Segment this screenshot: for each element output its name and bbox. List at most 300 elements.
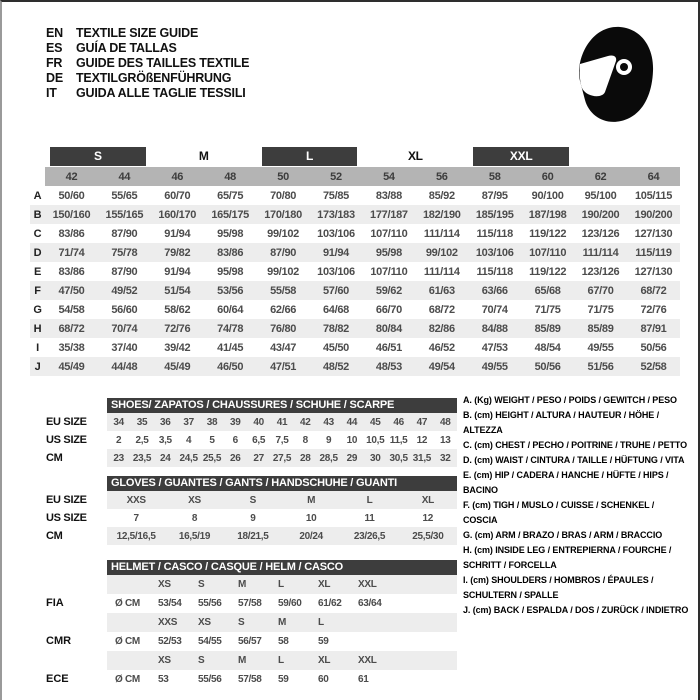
- cell: 95/100: [584, 189, 617, 202]
- column-header: 52: [310, 167, 363, 186]
- unit-cell: [107, 613, 155, 632]
- cell: 57/60: [322, 284, 349, 297]
- legend-item: B. (cm) HEIGHT / ALTURA / HAUTEUR / HÖHE / ALTEZZA: [463, 410, 659, 435]
- cell: 56/60: [111, 303, 138, 316]
- cell: 65/75: [217, 189, 244, 202]
- cell: 58/62: [164, 303, 191, 316]
- cell: 155/165: [105, 208, 144, 221]
- cell: 30: [370, 452, 381, 464]
- cell: 35: [136, 416, 148, 428]
- cell: 173/183: [317, 208, 355, 221]
- cell: 68/72: [640, 284, 667, 297]
- size-band-xl: XL: [407, 149, 423, 163]
- row-label: H: [33, 322, 42, 335]
- cell: 4: [186, 434, 192, 446]
- cell: 90/100: [531, 189, 564, 202]
- cell: 95/98: [217, 265, 244, 278]
- cell: 119/122: [529, 265, 567, 278]
- textile-band-row: [30, 146, 680, 167]
- cell: 65/68: [534, 284, 561, 297]
- cell: 9: [325, 434, 332, 446]
- cell: 107/110: [370, 265, 408, 278]
- cell: 83/86: [217, 246, 244, 259]
- cell: 51/56: [587, 360, 614, 373]
- shoes-table: [107, 413, 457, 467]
- cell: 115/118: [476, 265, 513, 278]
- cell: 5: [209, 434, 215, 446]
- cell: 91/94: [164, 265, 191, 278]
- cell: 123/126: [581, 265, 620, 278]
- cell: 7,5: [275, 434, 289, 446]
- helmet-value-row: [107, 594, 457, 613]
- mini-row: [107, 431, 457, 449]
- cell: 36: [160, 416, 171, 428]
- cell: 82/86: [428, 322, 455, 335]
- row-label: CM: [46, 452, 63, 464]
- unit-label: Ø CM: [115, 674, 140, 685]
- column-header: 58: [468, 167, 521, 186]
- size-cell: S: [198, 655, 205, 666]
- helmet-size-row: [107, 613, 457, 632]
- cell: 182/190: [422, 208, 461, 221]
- cell: 71/74: [58, 246, 85, 259]
- cell: 99/102: [425, 246, 458, 259]
- cell: 99/102: [267, 265, 299, 278]
- mini-row: [107, 527, 457, 545]
- cell: 27: [253, 452, 264, 464]
- row-label: D: [33, 246, 42, 259]
- cell: 115/119: [635, 246, 672, 259]
- cell: 107/110: [370, 227, 408, 240]
- filler-cell: [395, 613, 457, 632]
- cell: 60/64: [217, 303, 244, 316]
- cell: 45/49: [164, 360, 191, 373]
- cell: 38: [206, 416, 218, 428]
- cell: 103/106: [475, 246, 514, 259]
- textile-table: [30, 146, 680, 376]
- language-row: [46, 26, 249, 41]
- cell: 43: [323, 416, 334, 428]
- language-code: EN: [46, 26, 63, 40]
- row-label: C: [33, 227, 42, 240]
- size-cell: XL: [318, 655, 331, 666]
- cell: 8: [302, 434, 308, 446]
- mini-row: [107, 413, 457, 431]
- cell: 50/56: [534, 360, 561, 373]
- legend-item: J. (cm) BACK / ESPALDA / DOS / ZURÜCK / INDIETRO: [463, 605, 689, 615]
- legend-item: I. (cm) SHOULDERS / HOMBROS / ÉPAULES / SCHULTERN / SPALLE: [463, 575, 654, 600]
- cell: 70/74: [111, 322, 138, 335]
- cell: 55/65: [111, 189, 138, 202]
- cell: 13: [440, 434, 451, 446]
- textile-columns-row: [30, 167, 680, 186]
- cell: 9: [250, 512, 256, 524]
- cell: 71/75: [587, 303, 614, 316]
- cell: 72/76: [640, 303, 667, 316]
- cell: 55/56: [198, 674, 222, 685]
- textile-row: [30, 205, 680, 224]
- cell: 72/76: [164, 322, 191, 335]
- cell: 45/50: [322, 341, 349, 354]
- helmet-value-row: [107, 632, 457, 651]
- cell: 52/53: [158, 636, 182, 647]
- cell: 66/70: [375, 303, 402, 316]
- row-label: US SIZE: [46, 434, 87, 446]
- language-list: [46, 26, 249, 101]
- cell: 44: [346, 416, 358, 428]
- cell: 48/53: [375, 360, 402, 373]
- cell: 59: [278, 674, 289, 685]
- cell: [355, 632, 395, 651]
- language-title: GUIDA ALLE TAGLIE TESSILI: [76, 86, 246, 100]
- cell: 87/90: [111, 227, 138, 240]
- cell: 46/50: [217, 360, 244, 373]
- filler-cell: [395, 594, 457, 613]
- size-cell: XXL: [358, 655, 377, 666]
- cell: 30,5: [389, 452, 408, 464]
- cell: 58: [278, 636, 289, 647]
- cell: 50/60: [58, 189, 85, 202]
- band-cell: [468, 146, 574, 167]
- cell: 68/72: [58, 322, 85, 335]
- cell: 61/63: [428, 284, 455, 297]
- cell: 34: [113, 416, 124, 428]
- cell: 49/54: [428, 360, 455, 373]
- cell: 70/80: [270, 189, 297, 202]
- cell: 45/49: [58, 360, 85, 373]
- cell: 40: [253, 416, 264, 428]
- helmet-table: [107, 575, 457, 689]
- cell: 2: [116, 434, 122, 446]
- textile-row: [30, 224, 680, 243]
- cell: 55/56: [198, 598, 222, 609]
- language-title: TEXTILGRÖßENFÜHRUNG: [76, 71, 232, 85]
- cell: 63/64: [358, 598, 382, 609]
- cell: 18/21,5: [237, 530, 269, 542]
- cell: 23/26,5: [353, 530, 386, 542]
- cell: 20/24: [299, 530, 323, 542]
- column-header: 48: [204, 167, 257, 186]
- band-cell: [151, 146, 257, 167]
- cell: 54/55: [198, 636, 222, 647]
- cell: 177/187: [370, 208, 408, 221]
- cell: 55/58: [270, 284, 297, 297]
- size-cell: XXS: [158, 617, 178, 628]
- size-band-s: S: [50, 147, 146, 166]
- cell: 80/84: [375, 322, 402, 335]
- column-header: 44: [98, 167, 151, 186]
- mini-row: [107, 509, 457, 527]
- cell: 63/66: [481, 284, 508, 297]
- cell: 48/52: [322, 360, 349, 373]
- cell: 78/82: [322, 322, 349, 335]
- cell: 165/175: [211, 208, 249, 221]
- cell: 95/98: [217, 227, 244, 240]
- cell: 11,5: [389, 434, 408, 446]
- row-label: A: [33, 189, 42, 202]
- language-title: TEXTILE SIZE GUIDE: [76, 26, 199, 40]
- corner-cell: [30, 167, 45, 186]
- cell: 75/78: [111, 246, 138, 259]
- textile-row: [30, 186, 680, 205]
- band-cell: [45, 146, 151, 167]
- cell: 32: [440, 452, 451, 464]
- cell: 37: [183, 416, 194, 428]
- language-code: DE: [46, 71, 63, 85]
- cell: 53: [158, 674, 169, 685]
- language-title: GUÍA DE TALLAS: [76, 41, 177, 55]
- cell: 127/130: [634, 265, 673, 278]
- legend-item: C. (cm) CHEST / PECHO / POITRINE / TRUHE / PETTO: [463, 440, 688, 450]
- unit-cell: [107, 651, 155, 670]
- cell: 70/74: [481, 303, 508, 316]
- textile-table-body: [30, 146, 680, 376]
- cell: 59/62: [375, 284, 402, 297]
- cell: 39: [230, 416, 241, 428]
- language-row: [46, 56, 249, 71]
- unit-label: Ø CM: [115, 598, 140, 609]
- cell: 67/70: [587, 284, 614, 297]
- cell: 3,5: [158, 434, 172, 446]
- column-header: 60: [521, 167, 574, 186]
- standard-label: CMR: [46, 635, 72, 647]
- helmet-standard-labels: [46, 594, 71, 700]
- cell: 111/114: [423, 265, 460, 278]
- cell: 119/122: [529, 227, 567, 240]
- cell: 60/70: [164, 189, 191, 202]
- cell: 115/118: [476, 227, 513, 240]
- cell: 16,5/19: [178, 530, 211, 542]
- cell: 47/51: [270, 360, 297, 373]
- helmet-section-title: HELMET / CASCO / CASQUE / HELM / CASCO: [107, 560, 457, 575]
- row-label: F: [34, 284, 41, 297]
- column-header: 50: [257, 167, 310, 186]
- cell: 23: [113, 452, 124, 464]
- size-cell: M: [278, 617, 287, 628]
- cell: 11: [364, 512, 375, 524]
- cell: 46/52: [428, 341, 455, 354]
- cell: 28,5: [319, 452, 338, 464]
- cell: 27,5: [272, 452, 292, 464]
- cell: 95/98: [375, 246, 402, 259]
- cell: 150/160: [52, 208, 91, 221]
- cell: 59/60: [278, 598, 302, 609]
- size-cell: L: [318, 617, 324, 628]
- band-cell: [257, 146, 363, 167]
- filler-cell: [395, 575, 457, 594]
- size-cell: [355, 613, 395, 632]
- size-cell: XXL: [358, 579, 377, 590]
- textile-row: [30, 281, 680, 300]
- legend-item: A. (Kg) WEIGHT / PESO / POIDS / GEWITCH / PESO: [463, 395, 677, 405]
- language-row: [46, 71, 249, 86]
- cell: 91/94: [164, 227, 191, 240]
- size-band-l: L: [262, 147, 358, 166]
- language-title: GUIDE DES TAILLES TEXTILE: [76, 56, 250, 70]
- cell: 46/51: [375, 341, 402, 354]
- gloves-table: [107, 491, 457, 545]
- textile-row: [30, 319, 680, 338]
- helmet-size-row: [107, 651, 457, 670]
- cell: 62/66: [270, 303, 297, 316]
- textile-row: [30, 262, 680, 281]
- cell: 48/54: [534, 341, 561, 354]
- cell: 53/54: [158, 598, 182, 609]
- filler-cell: [395, 632, 457, 651]
- language-row: [46, 41, 249, 56]
- textile-row: [30, 300, 680, 319]
- gloves-section-title: GLOVES / GUANTES / GANTS / HANDSCHUHE / GUANTI: [107, 476, 457, 491]
- cell: 103/106: [317, 227, 355, 240]
- cell: 47: [416, 416, 428, 428]
- cell: 170/180: [264, 208, 302, 221]
- size-cell: L: [278, 579, 284, 590]
- cell: 87/95: [481, 189, 508, 202]
- cell: 160/170: [158, 208, 197, 221]
- cell: 51/54: [164, 284, 191, 297]
- cell: 60: [318, 674, 329, 685]
- row-label: J: [34, 360, 41, 373]
- cell: 111/114: [423, 227, 460, 240]
- cell: 103/106: [317, 265, 355, 278]
- cell: 83/86: [58, 227, 85, 240]
- language-code: ES: [46, 41, 63, 55]
- legend-item: H. (cm) INSIDE LEG / ENTREPIERNA / FOURCHE / SCHRITT / FORCELLA: [463, 545, 672, 570]
- row-label: I: [36, 341, 39, 354]
- row-label: CM: [46, 530, 63, 542]
- column-header: 42: [45, 167, 98, 186]
- cell: 83/88: [375, 189, 402, 202]
- cell: 107/110: [529, 246, 567, 259]
- size-cell: M: [238, 655, 247, 666]
- band-cell: [574, 146, 627, 167]
- cell: 24: [160, 452, 171, 464]
- cell: 85/92: [428, 189, 455, 202]
- cell: 41: [276, 416, 288, 428]
- size-cell: M: [238, 579, 247, 590]
- cell: 85/89: [534, 322, 561, 335]
- band-cell: [30, 146, 45, 167]
- cell: 87/91: [640, 322, 667, 335]
- cell: 79/82: [164, 246, 191, 259]
- helmet-value-row: [107, 670, 457, 689]
- size-band-xxl: XXL: [473, 147, 569, 166]
- column-header: 62: [574, 167, 627, 186]
- cell: 7: [133, 512, 139, 524]
- size-cell: XS: [158, 579, 171, 590]
- cell: 54/58: [58, 303, 85, 316]
- language-code: FR: [46, 56, 63, 70]
- cell: 84/88: [481, 322, 508, 335]
- size-cell: L: [278, 655, 284, 666]
- cell: XXS: [126, 494, 146, 506]
- legend-item: F. (cm) TIGH / MUSLO / CUISSE / SCHENKEL / COSCIA: [463, 500, 655, 525]
- unit-label: Ø CM: [115, 636, 140, 647]
- cell: 47/53: [481, 341, 508, 354]
- mini-row: [107, 491, 457, 509]
- cell: 47/50: [58, 284, 85, 297]
- cell: 57/58: [238, 598, 262, 609]
- row-label: EU SIZE: [46, 494, 87, 506]
- cell: 25,5/30: [412, 530, 444, 542]
- shoes-row-labels: [46, 413, 87, 467]
- gloves-row-labels: [46, 491, 87, 545]
- cell: 10: [305, 512, 317, 524]
- column-header: 46: [151, 167, 204, 186]
- cell: XS: [188, 494, 201, 506]
- cell: 24,5: [179, 452, 198, 464]
- cell: 105/115: [634, 189, 673, 202]
- cell: 6: [232, 434, 238, 446]
- row-label: B: [33, 208, 42, 221]
- cell: 50/56: [640, 341, 667, 354]
- filler-cell: [395, 670, 457, 689]
- cell: 41/45: [217, 341, 244, 354]
- legend-item: E. (cm) HIP / CADERA / HANCHE / HÜFTE / HIPS / BACINO: [463, 470, 669, 495]
- cell: 39/42: [164, 341, 191, 354]
- cell: 53/56: [217, 284, 244, 297]
- cell: 91/94: [322, 246, 349, 259]
- cell: 127/130: [634, 227, 673, 240]
- cell: 64/68: [322, 303, 349, 316]
- cell: 187/198: [528, 208, 567, 221]
- textile-row: [30, 338, 680, 357]
- legend-item: D. (cm) WAIST / CINTURA / TAILLE / HÜFTUNG / VITA: [463, 455, 685, 465]
- column-header: 56: [415, 167, 468, 186]
- cell: 52/58: [640, 360, 667, 373]
- cell: 190/200: [634, 208, 673, 221]
- unit-cell: [107, 575, 155, 594]
- cell: 85/89: [587, 322, 614, 335]
- cell: 12,5/16,5: [116, 530, 156, 542]
- size-cell: S: [198, 579, 205, 590]
- size-band-m: M: [198, 149, 209, 163]
- measurement-legend: [463, 393, 689, 618]
- size-cell: S: [238, 617, 245, 628]
- cell: 59: [318, 636, 329, 647]
- language-row: [46, 86, 249, 101]
- cell: 31,5: [412, 452, 432, 464]
- cell: 71/75: [534, 303, 561, 316]
- column-header: 64: [627, 167, 680, 186]
- filler-cell: [395, 651, 457, 670]
- cell: 61: [358, 674, 369, 685]
- size-cell: XS: [158, 655, 171, 666]
- cell: 29: [346, 452, 358, 464]
- cell: 12: [416, 434, 428, 446]
- cell: 74/78: [217, 322, 244, 335]
- cell: 6,5: [252, 434, 266, 446]
- cell: 44/48: [111, 360, 138, 373]
- row-label: EU SIZE: [46, 416, 87, 428]
- cell: 10: [346, 434, 358, 446]
- legend-item: G. (cm) ARM / BRAZO / BRAS / ARM / BRACCIO: [463, 530, 663, 540]
- cell: 46: [393, 416, 404, 428]
- language-code: IT: [46, 86, 57, 100]
- cell: 48: [440, 416, 451, 428]
- cell: M: [307, 494, 316, 506]
- cell: 68/72: [428, 303, 455, 316]
- cell: 26: [230, 452, 241, 464]
- helmet-icon: [576, 24, 660, 126]
- column-header: 54: [362, 167, 415, 186]
- cell: 35/38: [58, 341, 85, 354]
- cell: 83/86: [58, 265, 85, 278]
- cell: L: [366, 494, 373, 506]
- cell: 56/57: [238, 636, 262, 647]
- cell: XL: [421, 494, 434, 506]
- cell: 99/102: [267, 227, 299, 240]
